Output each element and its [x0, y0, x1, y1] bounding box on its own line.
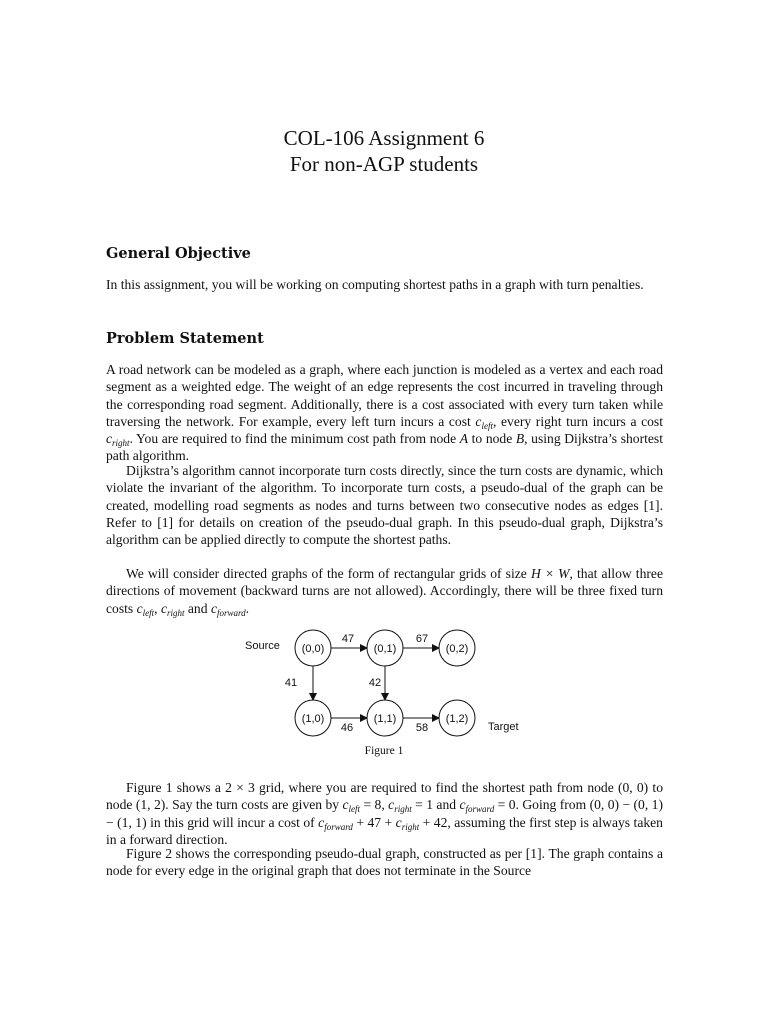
math-c-forward: $c_{forward}$ [459, 797, 495, 815]
edge-weight-00-01: 47 [341, 633, 355, 645]
general-objective-paragraph: In this assignment, you will be working on computing shortest paths in a graph with turn penalties. [106, 277, 644, 292]
grid-graph-figure [230, 628, 540, 738]
edge-weight-01-11: 42 [368, 677, 382, 689]
math-node-a: A [459, 431, 469, 447]
problem-paragraph-1: A road network can be modeled as a graph, where each junction is modeled as a vertex and each road segment as a weighted edge. The weight of an edge represents the cost incurred in traveling through the corresponding road segment. Additionally, there is a cost associated with every turn taken while traversing the network. For example, every left turn incurs a cost $c_{left}$, every right turn incurs a cost $c_{right}$. You are required to find the minimum cost path from node A to node B, using Dijkstra’s shortest path algorithm. [106, 362, 664, 464]
math-c-left: $c_{left}$ [136, 600, 155, 618]
graph-node [439, 630, 475, 666]
graph-node [439, 700, 475, 736]
node-label: (0,1) [373, 643, 397, 655]
edge-weight-01-02: 67 [415, 633, 429, 645]
graph-node [367, 630, 403, 666]
graph-node [295, 630, 331, 666]
math-c-right: $c_{right}$ [106, 431, 130, 449]
target-label: Target [488, 721, 519, 733]
section-heading-problem-statement: Problem Statement [106, 330, 264, 347]
math-c-left: $c_{left}$ [475, 413, 493, 431]
math-c-left: $c_{left}$ [342, 797, 361, 815]
math-c-forward: $c_{forward}$ [318, 814, 353, 832]
node-label: (1,0) [301, 713, 325, 725]
document-title: COL-106 Assignment 6 [283, 126, 485, 150]
problem-paragraph-3: We will consider directed graphs of the form of rectangular grids of size H × W, that allow three directions of movement (backward turns are not allowed). Accordingly, there will be three fixed turn costs $c_{left}$, $c_{right}$ and $c_{forward}$. [106, 566, 663, 618]
section-heading-general-objective: General Objective [106, 245, 251, 262]
document-subtitle: For non-AGP students [289, 152, 479, 176]
problem-paragraph-2: Dijkstra’s algorithm cannot incorporate turn costs directly, since the turn costs are dynamic, which violate the invariant of the algorithm. To incorporate turn costs, a pseudo-dual of the graph can be created, modelling road segments as nodes and turns between two consecutive nodes as edges [1]. Refer to [1] for details on creation of the pseudo-dual graph. In this pseudo-dual graph, Dijkstra’s algorithm can be applied directly to compute the shortest paths. [106, 463, 663, 548]
figure-2-paragraph: Figure 2 shows the corresponding pseudo-dual graph, constructed as per [1]. The graph contains a node for every edge in the original graph that does not terminate in the Source [106, 846, 663, 879]
node-label: (1,1) [373, 713, 397, 725]
math-node-b: B [515, 431, 525, 447]
math-c-forward: $c_{forward}$ [210, 600, 246, 618]
graph-node [367, 700, 403, 736]
edge-weight-00-10: 41 [284, 677, 298, 689]
node-label: (0,2) [445, 643, 469, 655]
node-label: (0,0) [301, 643, 325, 655]
math-c-right: $c_{right}$ [395, 814, 420, 832]
graph-node [295, 700, 331, 736]
edge-weight-10-11: 46 [340, 722, 354, 734]
math-c-right: $c_{right}$ [388, 797, 412, 815]
figure-caption: Figure 1 [364, 745, 404, 757]
math-grid-size: H × W [530, 566, 570, 581]
edge-weight-11-12: 58 [415, 722, 429, 734]
node-label: (1,2) [445, 713, 469, 725]
figure-1-paragraph: Figure 1 shows a 2 × 3 grid, where you are required to find the shortest path from node (0, 0) to node (1, 2). Say the turn costs are given by $c_{left} = 8$, $c_{right} = 1$ and $c_{forward} = 0$. Going from (0, 0) − (0, 1) − (1, 1) in this grid will incur a cost of $c_{forward} + 47 + c_{right} + 42$, assuming the first step is always taken in a forward direction. [106, 780, 663, 847]
source-label: Source [245, 640, 280, 652]
math-c-right: $c_{right}$ [160, 600, 185, 618]
